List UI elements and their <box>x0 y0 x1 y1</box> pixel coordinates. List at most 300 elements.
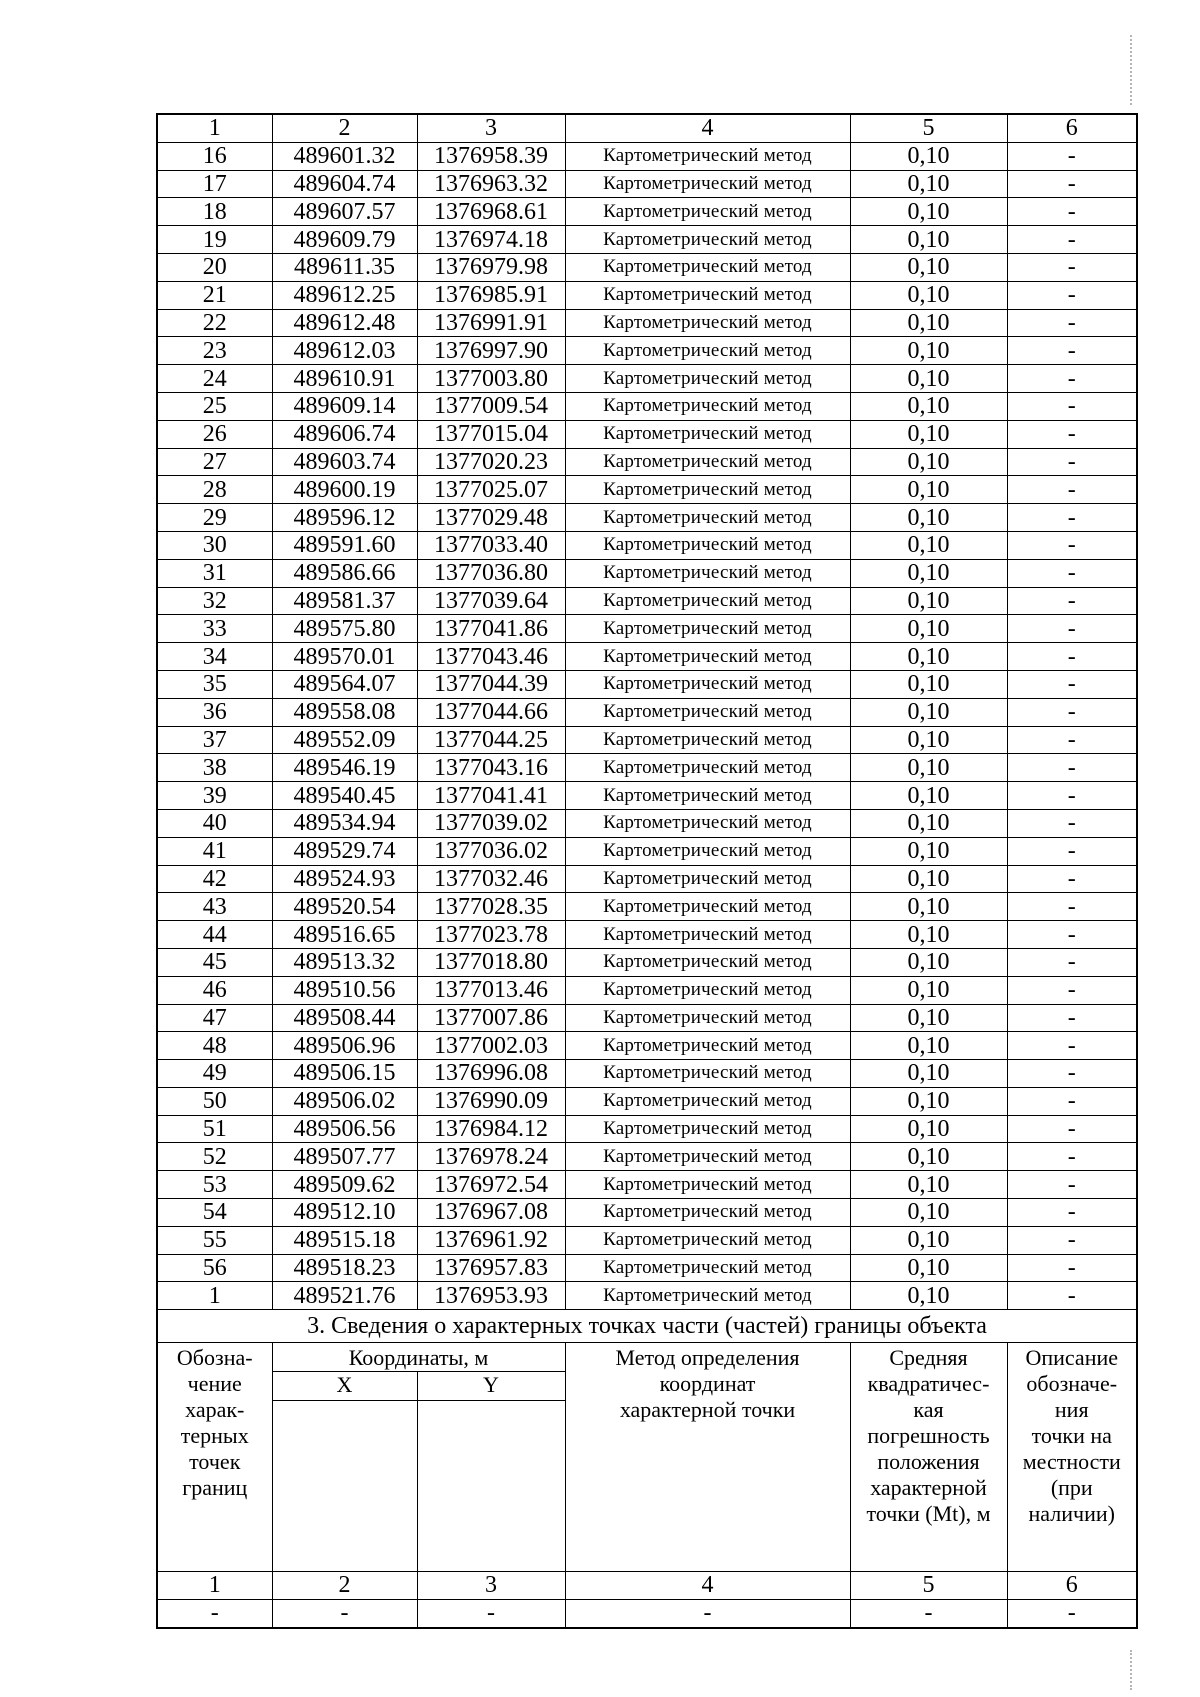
column-number: 3 <box>417 114 565 142</box>
table-row <box>157 170 1137 198</box>
point-description: - <box>1007 226 1137 254</box>
coordinate-y: 1377029.48 <box>417 504 565 532</box>
boundary-points-table <box>156 113 1138 1629</box>
coordinate-x: 489516.65 <box>272 921 417 949</box>
determination-method: Картометрический метод <box>565 1226 850 1254</box>
accuracy-mt: 0,10 <box>850 837 1007 865</box>
coordinate-x: 489609.79 <box>272 226 417 254</box>
table-row <box>157 921 1137 949</box>
accuracy-mt: 0,10 <box>850 392 1007 420</box>
point-number: 49 <box>157 1060 272 1088</box>
coordinate-x: 489507.77 <box>272 1143 417 1171</box>
column-number: 6 <box>1007 1572 1137 1600</box>
table-row <box>157 365 1137 393</box>
determination-method: Картометрический метод <box>565 1115 850 1143</box>
coordinate-y: 1377044.66 <box>417 698 565 726</box>
accuracy-mt: 0,10 <box>850 170 1007 198</box>
header-description: Описание обозначе- ния точки на местности (при наличии) <box>1007 1343 1137 1572</box>
determination-method: Картометрический метод <box>565 865 850 893</box>
coordinate-y: 1377036.80 <box>417 559 565 587</box>
point-description: - <box>1007 504 1137 532</box>
determination-method: Картометрический метод <box>565 643 850 671</box>
empty-value: - <box>157 1600 272 1629</box>
accuracy-mt: 0,10 <box>850 670 1007 698</box>
point-description: - <box>1007 782 1137 810</box>
point-description: - <box>1007 726 1137 754</box>
coordinate-y: 1377041.41 <box>417 782 565 810</box>
point-description: - <box>1007 921 1137 949</box>
determination-method: Картометрический метод <box>565 1004 850 1032</box>
coordinate-x: 489612.25 <box>272 281 417 309</box>
table-row <box>157 392 1137 420</box>
determination-method: Картометрический метод <box>565 1060 850 1088</box>
coordinate-x: 489506.96 <box>272 1032 417 1060</box>
table-row <box>157 531 1137 559</box>
coordinate-y: 1376996.08 <box>417 1060 565 1088</box>
table-row <box>157 309 1137 337</box>
determination-method: Картометрический метод <box>565 670 850 698</box>
coordinate-x: 489612.03 <box>272 337 417 365</box>
point-number: 28 <box>157 476 272 504</box>
determination-method: Картометрический метод <box>565 782 850 810</box>
determination-method: Картометрический метод <box>565 893 850 921</box>
coordinate-y: 1377025.07 <box>417 476 565 504</box>
coordinate-y: 1376990.09 <box>417 1087 565 1115</box>
determination-method: Картометрический метод <box>565 504 850 532</box>
coordinate-y: 1377002.03 <box>417 1032 565 1060</box>
accuracy-mt: 0,10 <box>850 309 1007 337</box>
table-row <box>157 948 1137 976</box>
determination-method: Картометрический метод <box>565 253 850 281</box>
point-number: 25 <box>157 392 272 420</box>
table-row <box>157 226 1137 254</box>
determination-method: Картометрический метод <box>565 1199 850 1227</box>
point-number: 21 <box>157 281 272 309</box>
table-row <box>157 837 1137 865</box>
accuracy-mt: 0,10 <box>850 754 1007 782</box>
empty-x-cell <box>272 1401 417 1572</box>
determination-method: Картометрический метод <box>565 365 850 393</box>
determination-method: Картометрический метод <box>565 1254 850 1282</box>
table-row <box>157 976 1137 1004</box>
table-row <box>157 1004 1137 1032</box>
table-row <box>157 504 1137 532</box>
coordinate-y: 1377028.35 <box>417 893 565 921</box>
coordinate-x: 489603.74 <box>272 448 417 476</box>
accuracy-mt: 0,10 <box>850 1004 1007 1032</box>
point-description: - <box>1007 865 1137 893</box>
header-method: Метод определения координат характерной точки <box>565 1343 850 1572</box>
table-row <box>157 420 1137 448</box>
determination-method: Картометрический метод <box>565 1032 850 1060</box>
table-row <box>157 1060 1137 1088</box>
column-number: 3 <box>417 1572 565 1600</box>
table-row <box>157 1171 1137 1199</box>
point-description: - <box>1007 170 1137 198</box>
coordinate-x: 489534.94 <box>272 809 417 837</box>
determination-method: Картометрический метод <box>565 198 850 226</box>
point-number: 55 <box>157 1226 272 1254</box>
point-number: 53 <box>157 1171 272 1199</box>
section-3-column-numbers-row <box>157 1572 1137 1600</box>
point-description: - <box>1007 1199 1137 1227</box>
table-row <box>157 1032 1137 1060</box>
coordinate-y: 1376953.93 <box>417 1282 565 1310</box>
determination-method: Картометрический метод <box>565 448 850 476</box>
point-number: 30 <box>157 531 272 559</box>
point-description: - <box>1007 309 1137 337</box>
determination-method: Картометрический метод <box>565 809 850 837</box>
point-description: - <box>1007 198 1137 226</box>
coordinate-y: 1377013.46 <box>417 976 565 1004</box>
coordinate-x: 489520.54 <box>272 893 417 921</box>
empty-value: - <box>565 1600 850 1629</box>
point-description: - <box>1007 1143 1137 1171</box>
table-row <box>157 1115 1137 1143</box>
accuracy-mt: 0,10 <box>850 1087 1007 1115</box>
accuracy-mt: 0,10 <box>850 1143 1007 1171</box>
table-row <box>157 1087 1137 1115</box>
table-row <box>157 1282 1137 1310</box>
point-number: 27 <box>157 448 272 476</box>
point-number: 54 <box>157 1199 272 1227</box>
column-number: 6 <box>1007 114 1137 142</box>
coordinate-y: 1377003.80 <box>417 365 565 393</box>
point-description: - <box>1007 837 1137 865</box>
coordinate-x: 489586.66 <box>272 559 417 587</box>
section-title-row <box>157 1310 1137 1343</box>
point-number: 48 <box>157 1032 272 1060</box>
point-description: - <box>1007 337 1137 365</box>
point-description: - <box>1007 365 1137 393</box>
point-description: - <box>1007 1087 1137 1115</box>
table-row <box>157 698 1137 726</box>
point-description: - <box>1007 976 1137 1004</box>
point-number: 51 <box>157 1115 272 1143</box>
point-number: 26 <box>157 420 272 448</box>
section-3-data-row <box>157 1600 1137 1629</box>
coordinate-x: 489506.15 <box>272 1060 417 1088</box>
determination-method: Картометрический метод <box>565 226 850 254</box>
header-x: X <box>272 1372 417 1401</box>
coordinate-x: 489552.09 <box>272 726 417 754</box>
determination-method: Картометрический метод <box>565 921 850 949</box>
determination-method: Картометрический метод <box>565 1282 850 1310</box>
table-row <box>157 448 1137 476</box>
point-description: - <box>1007 698 1137 726</box>
point-description: - <box>1007 253 1137 281</box>
determination-method: Картометрический метод <box>565 309 850 337</box>
accuracy-mt: 0,10 <box>850 142 1007 170</box>
accuracy-mt: 0,10 <box>850 281 1007 309</box>
coordinate-y: 1377043.46 <box>417 643 565 671</box>
coordinate-y: 1377041.86 <box>417 615 565 643</box>
coordinate-y: 1376972.54 <box>417 1171 565 1199</box>
accuracy-mt: 0,10 <box>850 948 1007 976</box>
point-number: 37 <box>157 726 272 754</box>
coordinate-y: 1376979.98 <box>417 253 565 281</box>
determination-method: Картометрический метод <box>565 754 850 782</box>
scan-edge-mark-top <box>1130 35 1134 105</box>
empty-value: - <box>850 1600 1007 1629</box>
point-description: - <box>1007 1254 1137 1282</box>
coordinate-x: 489570.01 <box>272 643 417 671</box>
coordinate-x: 489509.62 <box>272 1171 417 1199</box>
determination-method: Картометрический метод <box>565 170 850 198</box>
point-number: 38 <box>157 754 272 782</box>
coordinate-x: 489546.19 <box>272 754 417 782</box>
coordinate-x: 489604.74 <box>272 170 417 198</box>
point-description: - <box>1007 420 1137 448</box>
point-description: - <box>1007 531 1137 559</box>
table-row <box>157 476 1137 504</box>
header-designation: Обозна- чение харак- терных точек границ <box>157 1343 272 1572</box>
determination-method: Картометрический метод <box>565 531 850 559</box>
column-numbers-row <box>157 114 1137 142</box>
determination-method: Картометрический метод <box>565 1143 850 1171</box>
point-description: - <box>1007 559 1137 587</box>
accuracy-mt: 0,10 <box>850 1254 1007 1282</box>
determination-method: Картометрический метод <box>565 837 850 865</box>
point-number: 19 <box>157 226 272 254</box>
point-description: - <box>1007 448 1137 476</box>
coordinate-x: 489506.02 <box>272 1087 417 1115</box>
coordinate-y: 1377009.54 <box>417 392 565 420</box>
point-description: - <box>1007 1282 1137 1310</box>
coordinate-x: 489564.07 <box>272 670 417 698</box>
coordinate-y: 1376968.61 <box>417 198 565 226</box>
point-description: - <box>1007 948 1137 976</box>
point-number: 41 <box>157 837 272 865</box>
point-number: 29 <box>157 504 272 532</box>
point-number: 20 <box>157 253 272 281</box>
coordinate-y: 1376991.91 <box>417 309 565 337</box>
empty-value: - <box>417 1600 565 1629</box>
coordinate-y: 1377020.23 <box>417 448 565 476</box>
table-row <box>157 893 1137 921</box>
coordinate-x: 489513.32 <box>272 948 417 976</box>
accuracy-mt: 0,10 <box>850 976 1007 1004</box>
accuracy-mt: 0,10 <box>850 337 1007 365</box>
point-number: 56 <box>157 1254 272 1282</box>
coordinate-y: 1376978.24 <box>417 1143 565 1171</box>
point-number: 1 <box>157 1282 272 1310</box>
table-row <box>157 726 1137 754</box>
determination-method: Картометрический метод <box>565 615 850 643</box>
accuracy-mt: 0,10 <box>850 1171 1007 1199</box>
accuracy-mt: 0,10 <box>850 1199 1007 1227</box>
coordinate-x: 489508.44 <box>272 1004 417 1032</box>
coordinate-x: 489529.74 <box>272 837 417 865</box>
column-number: 5 <box>850 114 1007 142</box>
determination-method: Картометрический метод <box>565 337 850 365</box>
point-description: - <box>1007 1171 1137 1199</box>
point-description: - <box>1007 615 1137 643</box>
table-row <box>157 1143 1137 1171</box>
coordinate-y: 1376974.18 <box>417 226 565 254</box>
coordinate-y: 1376963.32 <box>417 170 565 198</box>
table-row <box>157 337 1137 365</box>
coordinate-y: 1376984.12 <box>417 1115 565 1143</box>
coordinate-y: 1377032.46 <box>417 865 565 893</box>
coordinate-x: 489612.48 <box>272 309 417 337</box>
coordinate-y: 1377039.64 <box>417 587 565 615</box>
table-body <box>157 114 1137 1628</box>
table-row <box>157 754 1137 782</box>
point-description: - <box>1007 754 1137 782</box>
point-number: 42 <box>157 865 272 893</box>
column-number: 2 <box>272 114 417 142</box>
accuracy-mt: 0,10 <box>850 198 1007 226</box>
accuracy-mt: 0,10 <box>850 865 1007 893</box>
accuracy-mt: 0,10 <box>850 921 1007 949</box>
determination-method: Картометрический метод <box>565 1087 850 1115</box>
coordinate-x: 489512.10 <box>272 1199 417 1227</box>
point-description: - <box>1007 142 1137 170</box>
point-description: - <box>1007 281 1137 309</box>
accuracy-mt: 0,10 <box>850 448 1007 476</box>
point-number: 44 <box>157 921 272 949</box>
coordinate-y: 1377043.16 <box>417 754 565 782</box>
point-number: 46 <box>157 976 272 1004</box>
coordinate-x: 489558.08 <box>272 698 417 726</box>
point-description: - <box>1007 587 1137 615</box>
accuracy-mt: 0,10 <box>850 476 1007 504</box>
table-row <box>157 1199 1137 1227</box>
point-description: - <box>1007 392 1137 420</box>
coordinate-y: 1376997.90 <box>417 337 565 365</box>
scan-edge-mark-bottom <box>1130 1650 1134 1690</box>
point-number: 18 <box>157 198 272 226</box>
accuracy-mt: 0,10 <box>850 726 1007 754</box>
coordinate-x: 489591.60 <box>272 531 417 559</box>
point-number: 32 <box>157 587 272 615</box>
coordinate-y: 1377033.40 <box>417 531 565 559</box>
column-number: 1 <box>157 1572 272 1600</box>
accuracy-mt: 0,10 <box>850 365 1007 393</box>
accuracy-mt: 0,10 <box>850 226 1007 254</box>
coordinate-y: 1377018.80 <box>417 948 565 976</box>
accuracy-mt: 0,10 <box>850 504 1007 532</box>
empty-value: - <box>272 1600 417 1629</box>
determination-method: Картометрический метод <box>565 559 850 587</box>
determination-method: Картометрический метод <box>565 976 850 1004</box>
point-number: 17 <box>157 170 272 198</box>
determination-method: Картометрический метод <box>565 420 850 448</box>
accuracy-mt: 0,10 <box>850 615 1007 643</box>
coordinate-x: 489610.91 <box>272 365 417 393</box>
determination-method: Картометрический метод <box>565 476 850 504</box>
empty-value: - <box>1007 1600 1137 1629</box>
point-description: - <box>1007 1032 1137 1060</box>
column-number: 4 <box>565 114 850 142</box>
point-description: - <box>1007 809 1137 837</box>
table-row <box>157 281 1137 309</box>
coordinate-x: 489540.45 <box>272 782 417 810</box>
point-number: 34 <box>157 643 272 671</box>
header-y: Y <box>417 1372 565 1401</box>
point-number: 40 <box>157 809 272 837</box>
point-number: 47 <box>157 1004 272 1032</box>
accuracy-mt: 0,10 <box>850 1282 1007 1310</box>
coordinate-y: 1377007.86 <box>417 1004 565 1032</box>
coordinate-x: 489506.56 <box>272 1115 417 1143</box>
table-row <box>157 782 1137 810</box>
point-number: 22 <box>157 309 272 337</box>
header-coordinates: Координаты, м <box>272 1343 565 1372</box>
table-row <box>157 142 1137 170</box>
accuracy-mt: 0,10 <box>850 1115 1007 1143</box>
point-number: 33 <box>157 615 272 643</box>
point-number: 36 <box>157 698 272 726</box>
coordinate-x: 489611.35 <box>272 253 417 281</box>
point-number: 24 <box>157 365 272 393</box>
coordinate-x: 489601.32 <box>272 142 417 170</box>
section-3-header-row <box>157 1343 1137 1372</box>
coordinate-x: 489518.23 <box>272 1254 417 1282</box>
point-description: - <box>1007 1226 1137 1254</box>
point-number: 43 <box>157 893 272 921</box>
coordinate-y: 1377044.25 <box>417 726 565 754</box>
accuracy-mt: 0,10 <box>850 531 1007 559</box>
coordinate-y: 1376958.39 <box>417 142 565 170</box>
table-row <box>157 587 1137 615</box>
coordinate-y: 1376957.83 <box>417 1254 565 1282</box>
accuracy-mt: 0,10 <box>850 782 1007 810</box>
coordinate-x: 489521.76 <box>272 1282 417 1310</box>
coordinate-y: 1377015.04 <box>417 420 565 448</box>
accuracy-mt: 0,10 <box>850 809 1007 837</box>
accuracy-mt: 0,10 <box>850 420 1007 448</box>
determination-method: Картометрический метод <box>565 392 850 420</box>
accuracy-mt: 0,10 <box>850 1032 1007 1060</box>
coordinate-y: 1376967.08 <box>417 1199 565 1227</box>
point-number: 31 <box>157 559 272 587</box>
point-number: 16 <box>157 142 272 170</box>
coordinate-x: 489600.19 <box>272 476 417 504</box>
table-row <box>157 1254 1137 1282</box>
table-row <box>157 559 1137 587</box>
coordinate-y: 1377039.02 <box>417 809 565 837</box>
empty-y-cell <box>417 1401 565 1572</box>
table-row <box>157 670 1137 698</box>
accuracy-mt: 0,10 <box>850 698 1007 726</box>
determination-method: Картометрический метод <box>565 948 850 976</box>
section-3-title: 3. Сведения о характерных точках части (частей) границы объекта <box>157 1310 1137 1343</box>
determination-method: Картометрический метод <box>565 1171 850 1199</box>
determination-method: Картометрический метод <box>565 142 850 170</box>
coordinate-y: 1377036.02 <box>417 837 565 865</box>
point-number: 23 <box>157 337 272 365</box>
determination-method: Картометрический метод <box>565 281 850 309</box>
coordinate-y: 1376985.91 <box>417 281 565 309</box>
point-description: - <box>1007 1115 1137 1143</box>
point-description: - <box>1007 476 1137 504</box>
accuracy-mt: 0,10 <box>850 1226 1007 1254</box>
accuracy-mt: 0,10 <box>850 559 1007 587</box>
coordinate-x: 489607.57 <box>272 198 417 226</box>
table-row <box>157 865 1137 893</box>
table-row <box>157 615 1137 643</box>
table-row <box>157 253 1137 281</box>
accuracy-mt: 0,10 <box>850 253 1007 281</box>
accuracy-mt: 0,10 <box>850 587 1007 615</box>
table-row <box>157 809 1137 837</box>
coordinate-x: 489515.18 <box>272 1226 417 1254</box>
column-number: 4 <box>565 1572 850 1600</box>
point-description: - <box>1007 643 1137 671</box>
coordinate-y: 1376961.92 <box>417 1226 565 1254</box>
